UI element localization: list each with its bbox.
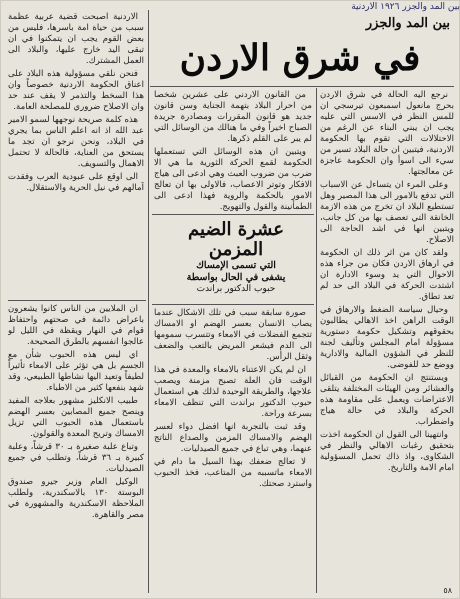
page-reference: ٥٨ [443,586,452,595]
ad-bottom-rule [152,304,314,305]
advertisement-body [154,308,312,593]
article-column-middle-top [154,90,312,212]
paragraph: وقد ثبت بالتجربة انها افضل دواء لعسر الهضم والامساك المزمن والصداع الناتج عنهما، وهي تباع في جميع الصيدليات. [154,422,312,454]
paragraph: ويستنتج ان الحكومة من القبائل والعشائر ومن الهيئات المختلفة يتلقى الاعتراضات ويعمل على مقاومة هذه الحركة والبلاد في حالة هياج واضطراب. [320,373,454,427]
ad-title: عشرة الضيم المزمن [188,219,284,260]
paragraph: الوكيل العام وزير جيرو صندوق البوستة ١٣٠ بالاسكندرية، ولطلب الملاحظة الاسكندرية والمشهورة في مصر والقاهرة. [8,477,144,520]
headline: في شرق الاردن [179,37,421,79]
paragraph: من القانون الاردني على عشرين شخصاً من احرار البلاد بتهمة الجناية وسن قانون جديد هو قانون المقررات ومصادرة جريدة الصباح اخيراً وفي ما هنالك من الوسائل التي لم يبر على القلم ذكرها. [154,90,312,144]
paragraph: هذه كلمة صريحة نوجهها لسمو الامير عبد الله اذ انه اعلم الناس بما يجري في البلاد، ونحن نرجو ان تجد ما يستحق من العناية، فالحالة لا تحتمل الاهمال والتسويف. [8,115,144,169]
article-column-right [320,90,454,584]
paragraph: ان الملايين من الناس كانوا يشعرون باعراض دائمة في صحتهم واحتفاظ قوام في النهار ويقظة في الليل لو عالجوا انفسهم بالطرق الصحيحة. [8,304,144,347]
ad-line3: يشفى في الحال بواسطة [186,272,286,283]
paragraph: اي ليس هذه الحبوب شأن مع الجسم بل هي تؤثر على الامعاء تأثيراً لطيفاً وتعيد اليها نشاطها الطبيعي، وقد شهد بنفعها كثير من الاطباء. [8,350,144,393]
ad-top-rule [152,214,314,215]
paragraph: ان لم يكن الاعتناء بالامعاء والمعدة في هذا الوقت فان العلة تصبح مزمنة ويصعب علاجها، والطريقة الوحيدة لذلك هي استعمال حبوب الدكتور براندت التي تنظف الامعاء بسرعة وراحة. [154,365,312,419]
paragraph: طبيب الانكليز مشهور بعلاجه المفيد وينصح جميع المصابين بعسر الهضم باستعمال هذه الحبوب التي تزيل الامساك وتريح المعدة والقولون. [8,396,144,439]
paragraph: وتباع علبة صغيرة بـ ٣٠ قرشاً، وعلبة كبيرة بـ ٣٦ قرشاً، وتطلب في جميع الصيدليات. [8,442,144,474]
column-rule-right [316,88,317,593]
paragraph: فنحن نلقي مسؤولية هذه البلاد على اعناق الحكومة الاردنية خصوصاً وان هذا السخط والتذمر لا يقف عند حد وان الاصلاح ضروري للمصلحة العامة. [8,69,144,112]
ad-subtitle: التي تسمى الإمساك [196,260,276,271]
left-column-divider [8,300,146,301]
paragraph: نرجع اليه الحالة في شرق الاردن بحرج مانعول اسمبعون تيرسجي ان للمس النظر في الاسس التي عليه يجب ان يبني البناء عن الرغم من الاحتلالات التي تقوم بها الحكومة الاردنية، فيتبين ان حالة البلاد تسير من سيء الى اسوأ وان الحكومة عاجزة عن معالجتها. [320,90,454,177]
paragraph: وعلى المرء ان يتساءل عن الاسباب التي تدفع بالامور الى هذا المصير وهل تستطيع البلاد ان تخرج من هذه الازمة الخانقة التي تعصف بها من كل جانب، ويتبين انها في اشد الحاجة الى الاصلاح. [320,180,454,245]
paragraph: وانتهينا الى القول ان الحكومة اخذت بتحقيق رغبات الاهالي والنظر في الشكاوى، واذ ذاك تحمل المسؤولية امام الامة والتاريخ. [320,430,454,473]
article-column-left-bottom [8,304,144,584]
advertisement-heading [160,220,312,298]
kicker-heading: بين المد والجزر [365,16,450,31]
paragraph: ويتبين ان هذه الوسائل التي تستعملها الحكومة لقمع الحركة الثورية ما هي الا ضرب من ضروب العبث وهي ادعى الى هياج الافكار وتوتر الاعصاب، فالاولى بها ان تعالج الامور بالحكمة والروية فهذا ادعى الى الطمأنينة والقول والتهويج. [154,147,312,212]
handwritten-note: بين المد والجزر ١٩٢٦ الاردنية [351,2,460,12]
paragraph: الى اوقع على عبودية العرب وفقدت آمالهم في نيل الحرية والاستقلال. [8,172,144,193]
paragraph: وحيال سياسة الضغط والارهاق في الوقت الراهن اخذ الاهالي يطالبون بحقوقهم وتشكيل حكومة دستورية مسؤولة امام المجلس وتأليف لجنة للنظر في الشؤون المالية والادارية ووضع حد للفوضى. [320,305,454,370]
headline-rule [150,86,454,87]
paragraph: ولقد كان من اثر ذلك ان الحكومة في ارهاق الاردن فكان من جراء هذه الاحوال التي يد وسوء الادارة ان اشتدت الحركة في البلاد الى حد لم تعد تطاق. [320,248,454,302]
paragraph: الاردنية اصبحت قضية عربية عظمة سبب من حياة امة باسرها، فليس من بعض القوم يجب ان يتمكنوا في ان تبقى اليد خارج عليها، والبلاد الى العمل المشترك. [8,12,144,66]
column-rule-left [148,10,149,593]
paragraph: لا تعالج ضعفك بهذا السيل ما دام في الامعاء ماتسببه من المتاعب، فخذ الحبوب واسترد صحتك. [154,457,312,489]
ad-line4: حبوب الدكتور براندت [196,284,276,294]
article-column-left-top [8,12,144,296]
paragraph: صورة سابقة سبب في تلك الاشكال عندما يصاب الانسان بعسر الهضم او الامساك تتجمع الفضلات في الامعاء وتتسرب سمومها الى الدم فيشعر المريض بالتعب والضعف وثقل الرأس. [154,308,312,362]
